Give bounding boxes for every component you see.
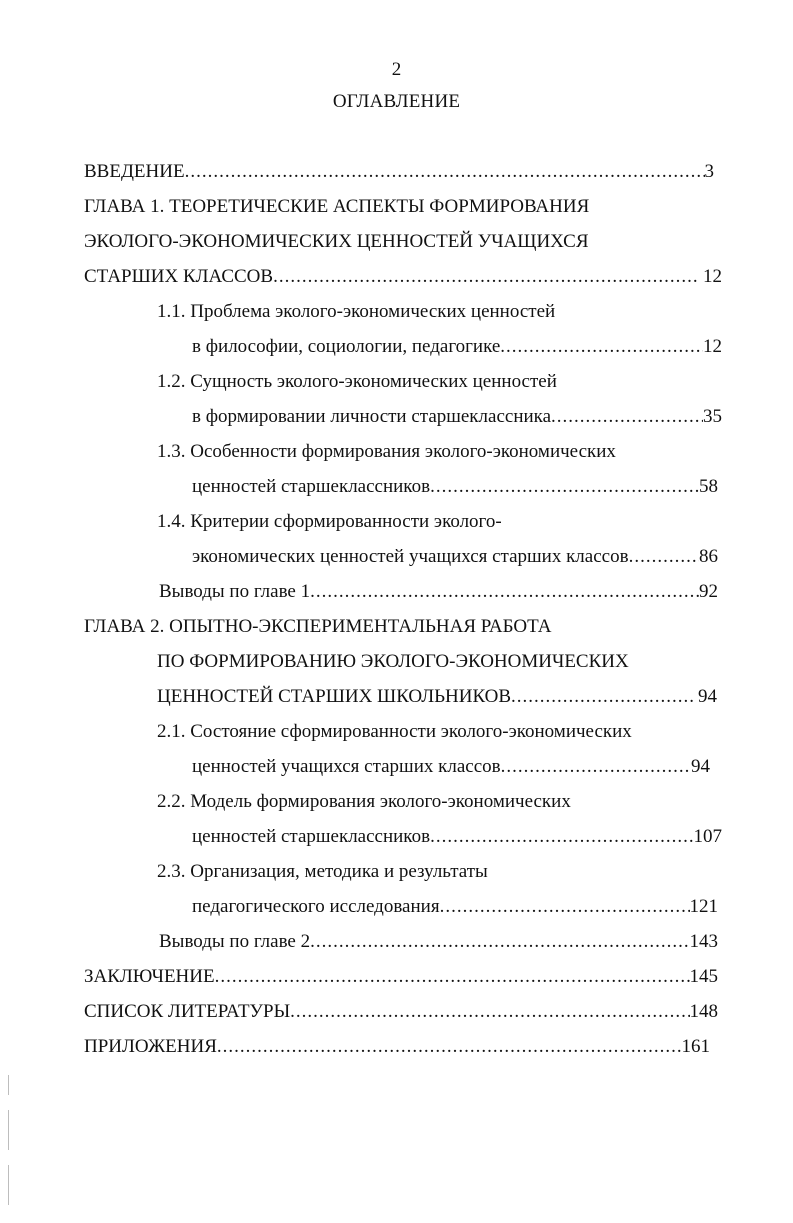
toc-section-1-1-line1[interactable]: 1.1. Проблема эколого-экономических ценностей xyxy=(157,301,556,322)
toc-entry-conclusion[interactable] xyxy=(84,965,718,989)
toc-entry-label: Выводы по главе 1 xyxy=(159,581,311,602)
toc-entry-label: ценностей старшеклассников xyxy=(192,826,431,847)
toc-entry-page: 35 xyxy=(703,406,722,427)
toc-leader-dots xyxy=(310,580,699,604)
toc-section-2-1-line1[interactable]: 2.1. Состояние сформированности эколого-экономических xyxy=(157,721,632,742)
toc-entry-label: ЗАКЛЮЧЕНИЕ xyxy=(84,966,215,987)
toc-section-1-2-line1[interactable]: 1.2. Сущность эколого-экономических ценностей xyxy=(157,371,557,392)
scan-edge-mark xyxy=(8,1075,9,1095)
toc-entry-page: 121 xyxy=(689,896,718,917)
toc-leader-dots xyxy=(551,405,703,429)
toc-leader-dots xyxy=(217,1035,682,1059)
toc-entry-label: ценностей учащихся старших классов xyxy=(192,756,501,777)
toc-leader-dots xyxy=(430,475,699,499)
toc-section-2-2-line1[interactable]: 2.2. Модель формирования эколого-экономических xyxy=(157,791,571,812)
toc-chapter2-conclusions[interactable] xyxy=(159,930,718,954)
page-title: ОГЛАВЛЕНИЕ xyxy=(332,91,461,112)
toc-leader-dots xyxy=(511,685,694,709)
toc-leader-dots xyxy=(215,965,690,989)
toc-section-1-4-line2[interactable] xyxy=(192,545,718,569)
toc-entry-page: 161 xyxy=(681,1036,710,1057)
toc-entry-page: 12 xyxy=(703,336,722,357)
toc-leader-dots xyxy=(430,825,693,849)
toc-section-1-2-line2[interactable] xyxy=(192,405,722,429)
toc-section-2-2-line2[interactable] xyxy=(192,825,722,849)
toc-entry-label: в формировании личности старшеклассника xyxy=(192,406,552,427)
toc-entry-page: 94 xyxy=(691,756,710,777)
toc-entry-label: в философии, социологии, педагогике xyxy=(192,336,501,357)
toc-leader-dots xyxy=(310,930,689,954)
toc-leader-dots xyxy=(501,755,691,779)
toc-entry-page: 143 xyxy=(689,931,718,952)
toc-entry-label: ценностей старшеклассников xyxy=(192,476,431,497)
toc-section-2-1-line2[interactable] xyxy=(192,755,710,779)
toc-section-1-1-line2[interactable] xyxy=(192,335,722,359)
toc-leader-dots xyxy=(629,545,699,569)
scan-edge-mark xyxy=(8,1110,9,1150)
toc-section-2-3-line2[interactable] xyxy=(192,895,718,919)
toc-entry-page: 94 xyxy=(698,686,717,707)
toc-entry-bibliography[interactable] xyxy=(84,1000,718,1024)
toc-entry-label: ЦЕННОСТЕЙ СТАРШИХ ШКОЛЬНИКОВ xyxy=(157,686,512,707)
toc-chapter2-line3[interactable] xyxy=(157,685,717,709)
toc-leader-dots xyxy=(273,265,699,289)
toc-entry-label: ВВЕДЕНИЕ xyxy=(84,161,185,182)
toc-section-1-3-line2[interactable] xyxy=(192,475,718,499)
toc-entry-page: 58 xyxy=(699,476,718,497)
toc-entry-label: СТАРШИХ КЛАССОВ xyxy=(84,266,274,287)
toc-leader-dots xyxy=(290,1000,689,1024)
toc-entry-page: 92 xyxy=(699,581,718,602)
toc-entry-page: 145 xyxy=(689,966,718,987)
toc-entry-page: 86 xyxy=(699,546,718,567)
toc-entry-label: экономических ценностей учащихся старших классов xyxy=(192,546,629,567)
toc-entry-page: 3 xyxy=(704,161,714,182)
toc-entry-label: ПРИЛОЖЕНИЯ xyxy=(84,1036,217,1057)
toc-entry-appendices[interactable] xyxy=(84,1035,710,1059)
toc-entry-page: 12 xyxy=(703,266,722,287)
toc-chapter2-line1[interactable]: ГЛАВА 2. ОПЫТНО-ЭКСПЕРИМЕНТАЛЬНАЯ РАБОТА xyxy=(84,616,552,637)
page-number: 2 xyxy=(391,59,402,80)
toc-entry-label: педагогического исследования xyxy=(192,896,440,917)
toc-entry-page: 148 xyxy=(689,1001,718,1022)
toc-entry-label: Выводы по главе 2 xyxy=(159,931,311,952)
toc-entry-page: 107 xyxy=(693,826,722,847)
toc-leader-dots xyxy=(500,335,703,359)
scan-edge-mark xyxy=(8,1165,9,1205)
toc-chapter1-line2[interactable]: ЭКОЛОГО-ЭКОНОМИЧЕСКИХ ЦЕННОСТЕЙ УЧАЩИХСЯ xyxy=(84,231,589,252)
toc-entry-introduction[interactable] xyxy=(84,160,714,184)
toc-section-1-4-line1[interactable]: 1.4. Критерии сформированности эколого- xyxy=(157,511,502,532)
toc-chapter2-line2[interactable]: ПО ФОРМИРОВАНИЮ ЭКОЛОГО-ЭКОНОМИЧЕСКИХ xyxy=(157,651,629,672)
toc-chapter1-line1[interactable]: ГЛАВА 1. ТЕОРЕТИЧЕСКИЕ АСПЕКТЫ ФОРМИРОВАНИЯ xyxy=(84,196,590,217)
toc-leader-dots xyxy=(185,160,705,184)
toc-section-2-3-line1[interactable]: 2.3. Организация, методика и результаты xyxy=(157,861,488,882)
toc-chapter1-line3[interactable] xyxy=(84,265,722,289)
toc-chapter1-conclusions[interactable] xyxy=(159,580,718,604)
toc-leader-dots xyxy=(440,895,690,919)
toc-entry-label: СПИСОК ЛИТЕРАТУРЫ xyxy=(84,1001,291,1022)
toc-section-1-3-line1[interactable]: 1.3. Особенности формирования эколого-экономических xyxy=(157,441,616,462)
